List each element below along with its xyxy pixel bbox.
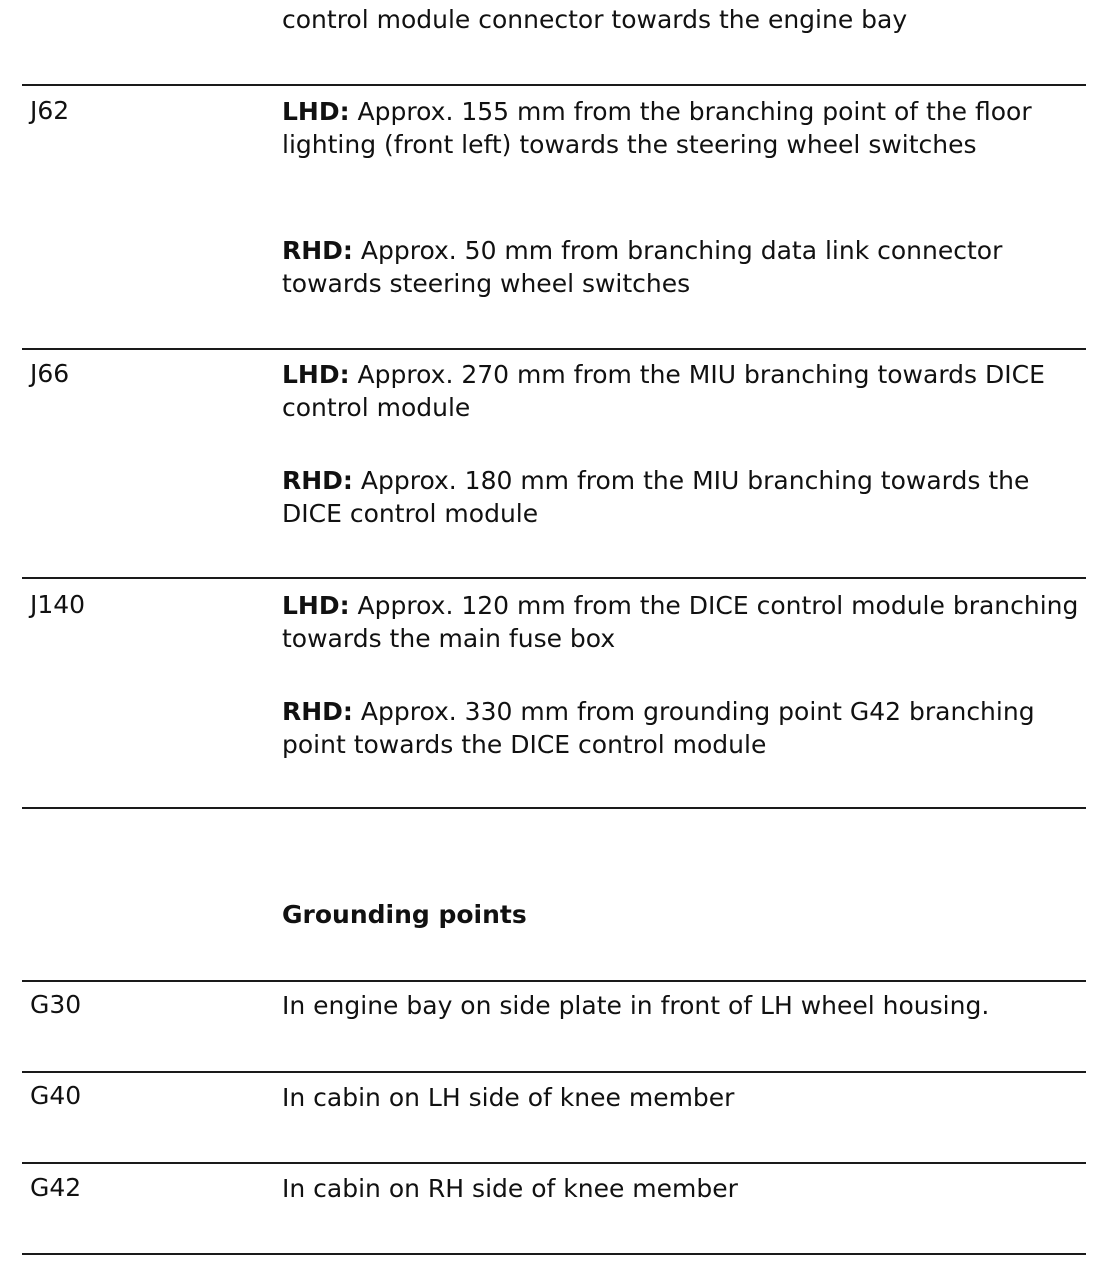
g42-description: In cabin on RH side of knee member (282, 1174, 738, 1203)
j62-rhd-description (282, 235, 1082, 300)
g40-description: In cabin on LH side of knee member (282, 1083, 735, 1112)
grounding-code-g42: G42 (30, 1173, 82, 1202)
rhd-text: Approx. 180 mm from the MIU branching towards the DICE control module (282, 466, 1030, 528)
lhd-text: Approx. 120 mm from the DICE control module branching towards the main fuse box (282, 591, 1079, 653)
rhd-label: RHD: (282, 697, 353, 726)
j140-lhd-description (282, 590, 1082, 655)
rhd-label: RHD: (282, 236, 353, 265)
grounding-code-g40: G40 (30, 1081, 82, 1110)
connector-code-j66: J66 (30, 359, 70, 388)
lhd-text: Approx. 270 mm from the MIU branching towards DICE control module (282, 360, 1045, 422)
j140-rhd-description (282, 696, 1082, 761)
row-divider (22, 577, 1086, 579)
lhd-label: LHD: (282, 97, 350, 126)
rhd-text: Approx. 50 mm from branching data link connector towards steering wheel switches (282, 236, 1003, 298)
rhd-label: RHD: (282, 466, 353, 495)
row-divider (22, 1071, 1086, 1073)
row-divider (22, 807, 1086, 809)
row-divider (22, 1162, 1086, 1164)
g30-description: In engine bay on side plate in front of LH wheel housing. (282, 991, 990, 1020)
connector-code-j140: J140 (30, 590, 86, 619)
connector-code-j62: J62 (30, 96, 70, 125)
lhd-text: Approx. 155 mm from the branching point of the floor lighting (front left) towards the steering wheel switches (282, 97, 1032, 159)
row-divider (22, 84, 1086, 86)
lhd-label: LHD: (282, 591, 350, 620)
lhd-label: LHD: (282, 360, 350, 389)
grounding-code-g30: G30 (30, 990, 82, 1019)
j66-rhd-description (282, 465, 1082, 530)
row-divider (22, 1253, 1086, 1255)
rhd-text: Approx. 330 mm from grounding point G42 branching point towards the DICE control module (282, 697, 1035, 759)
j62-lhd-description (282, 96, 1082, 161)
row-divider (22, 348, 1086, 350)
row-divider (22, 980, 1086, 982)
section-heading-grounding-points: Grounding points (282, 900, 527, 929)
j66-lhd-description (282, 359, 1082, 424)
continuation-text: control module connector towards the engine bay (282, 5, 908, 34)
